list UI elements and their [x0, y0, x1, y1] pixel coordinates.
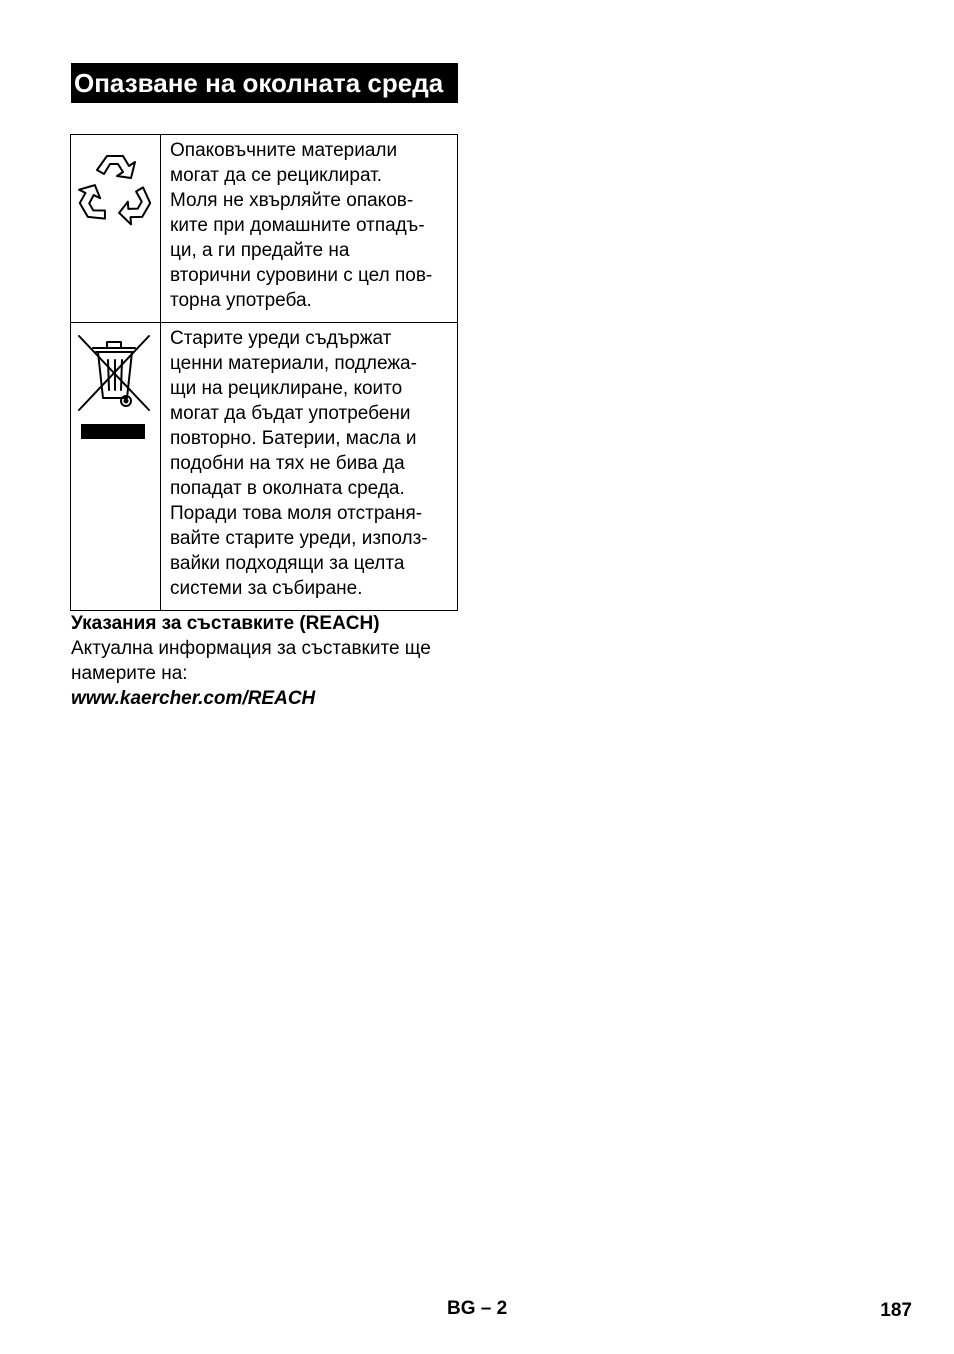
old-appliances-text-cell	[161, 323, 458, 611]
crossed-out-bin-icon	[77, 334, 151, 412]
text-line: попадат в околната среда.	[170, 478, 405, 499]
reach-section	[71, 611, 471, 711]
text-line: Поради това моля отстраня-	[170, 503, 423, 524]
environment-table	[70, 134, 458, 611]
text-line: вайте старите уреди, използ-	[170, 528, 428, 549]
footer-page-number: 187	[880, 1300, 912, 1321]
text-line: ценни материали, подлежа-	[170, 353, 417, 374]
text-line: ките при домашните отпадъ-	[170, 215, 425, 236]
text-line: вайки подходящи за целта	[170, 553, 405, 574]
text-line: вторични суровини с цел пов-	[170, 265, 433, 286]
icon-cell	[71, 135, 161, 323]
text-line: подобни на тях не бива да	[170, 453, 405, 474]
weee-black-bar	[81, 424, 145, 439]
packaging-text-cell	[161, 135, 458, 323]
text-line: щи на рециклиране, които	[170, 378, 403, 399]
text-line: Опаковъчните материали	[170, 140, 398, 161]
section-heading: Опазване на околната среда	[71, 63, 458, 103]
text-line: Старите уреди съдържат	[170, 328, 392, 349]
text-line: могат да бъдат употребени	[170, 403, 411, 424]
footer-section-label: BG – 2	[447, 1298, 508, 1319]
reach-text-line: намерите на:	[71, 663, 188, 684]
table-row-old-appliances	[71, 323, 458, 611]
text-line: могат да се рециклират.	[170, 165, 382, 186]
reach-link[interactable]: www.kaercher.com/REACH	[71, 688, 316, 709]
text-line: ци, а ги предайте на	[170, 240, 350, 261]
text-line: повторно. Батерии, масла и	[170, 428, 417, 449]
text-line: Моля не хвърляйте опаков-	[170, 190, 414, 211]
text-line: торна употреба.	[170, 290, 312, 311]
reach-title: Указания за съставките (REACH)	[71, 613, 380, 634]
table-row-packaging	[71, 135, 458, 323]
reach-text-line: Актуална информация за съставките ще	[71, 638, 431, 659]
text-line: системи за събиране.	[170, 578, 363, 599]
icon-cell	[71, 323, 161, 611]
recycle-icon	[77, 152, 153, 228]
